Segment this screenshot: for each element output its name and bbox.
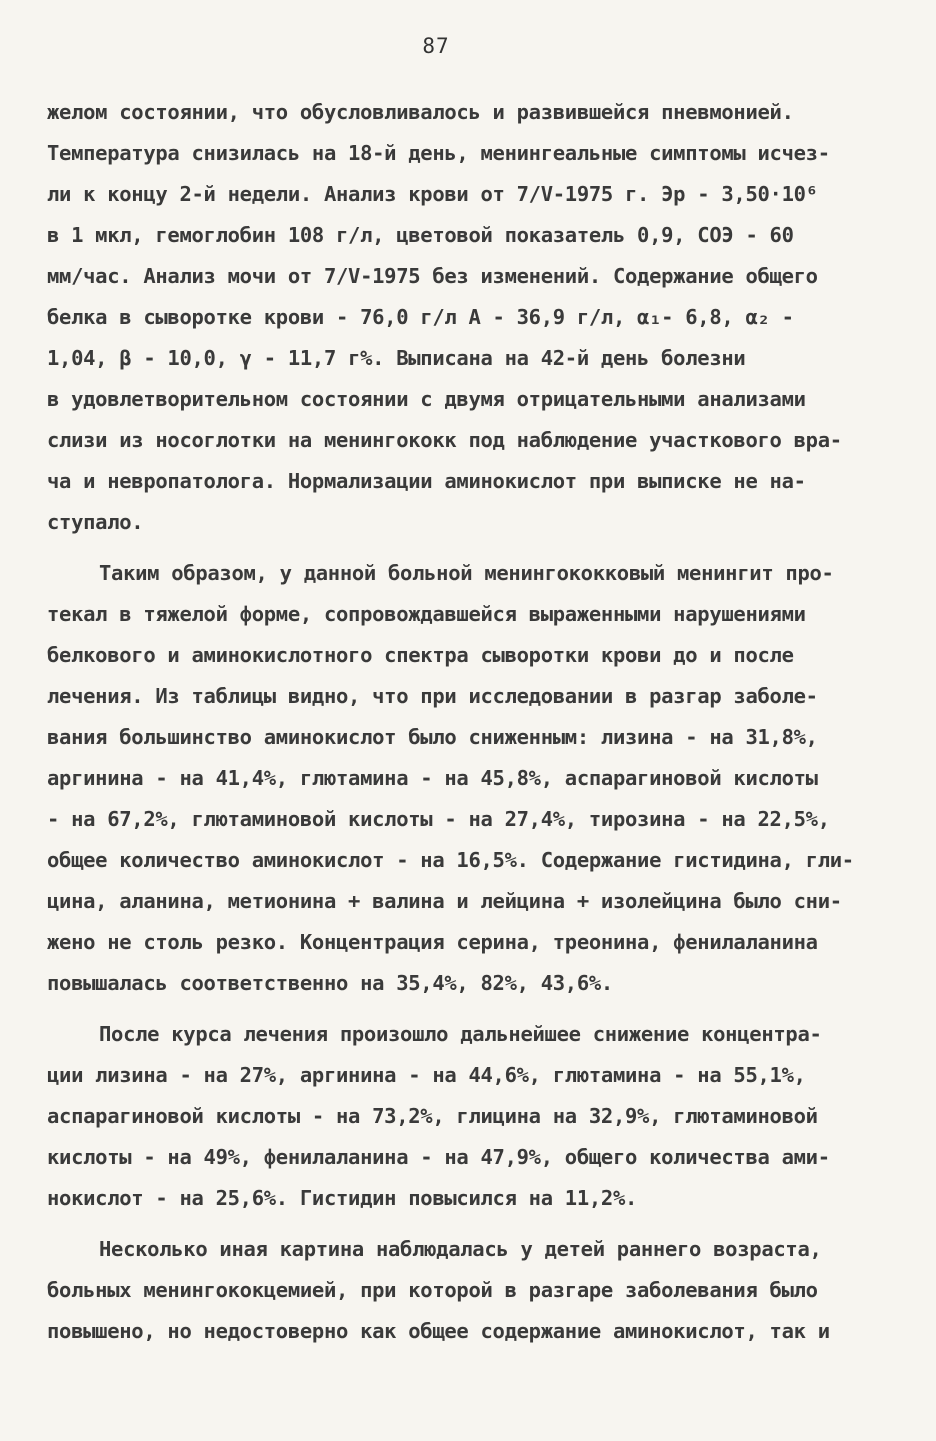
- text-line: аспарагиновой кислоты - на 73,2%, глицина на 32,9%, глютаминовой: [47, 1104, 818, 1128]
- text-line: лечения. Из таблицы видно, что при исследовании в разгар заболе-: [47, 684, 818, 708]
- text-line: жено не столь резко. Концентрация серина, треонина, фенилаланина: [47, 930, 818, 954]
- text-line: нокислот - на 25,6%. Гистидин повысился на 11,2%.: [47, 1186, 638, 1210]
- text-line: больных менингококцемией, при которой в разгаре заболевания было: [47, 1278, 818, 1302]
- paragraph-gap: [47, 1219, 887, 1229]
- text-line: ча и невропатолога. Нормализации аминокислот при выписке не на-: [47, 469, 806, 493]
- page-number: 87: [422, 34, 450, 58]
- text-line: Таким образом, у данной больной менингококковый менингит про-: [99, 561, 834, 585]
- text-line: Несколько иная картина наблюдалась у детей раннего возраста,: [99, 1237, 822, 1261]
- paragraph: [47, 1229, 887, 1352]
- text-line: желом состоянии, что обусловливалось и развившейся пневмонией.: [47, 100, 794, 124]
- text-body: [47, 92, 887, 1352]
- text-line: слизи из носоглотки на менингококк под наблюдение участкового вра-: [47, 428, 842, 452]
- paragraph: [47, 92, 887, 543]
- text-line: в 1 мкл, гемоглобин 108 г/л, цветовой показатель 0,9, СОЭ - 60: [47, 223, 794, 247]
- text-line: Температура снизилась на 18-й день, менингеальные симптомы исчез-: [47, 141, 830, 165]
- text-line: ступало.: [47, 510, 144, 534]
- text-line: повышалась соответственно на 35,4%, 82%, 43,6%.: [47, 971, 613, 995]
- paragraph: [47, 553, 887, 1004]
- text-line: ли к концу 2-й недели. Анализ крови от 7/V-1975 г. Эр - 3,50·10⁶: [47, 182, 818, 206]
- text-line: - на 67,2%, глютаминовой кислоты - на 27,4%, тирозина - на 22,5%,: [47, 807, 830, 831]
- text-line: кислоты - на 49%, фенилаланина - на 47,9%, общего количества ами-: [47, 1145, 830, 1169]
- paragraph-gap: [47, 543, 887, 553]
- paragraph: [47, 1014, 887, 1219]
- text-line: текал в тяжелой форме, сопровождавшейся выраженными нарушениями: [47, 602, 806, 626]
- text-line: белка в сыворотке крови - 76,0 г/л А - 36,9 г/л, α₁- 6,8, α₂ -: [47, 305, 794, 329]
- paragraph-gap: [47, 1004, 887, 1014]
- text-line: в удовлетворительном состоянии с двумя отрицательными анализами: [47, 387, 806, 411]
- text-line: повышено, но недостоверно как общее содержание аминокислот, так и: [47, 1319, 830, 1343]
- text-line: общее количество аминокислот - на 16,5%. Содержание гистидина, гли-: [47, 848, 854, 872]
- text-line: вания большинство аминокислот было сниженным: лизина - на 31,8%,: [47, 725, 818, 749]
- text-line: мм/час. Анализ мочи от 7/V-1975 без изменений. Содержание общего: [47, 264, 818, 288]
- text-line: белкового и аминокислотного спектра сыворотки крови до и после: [47, 643, 794, 667]
- text-line: 1,04, β - 10,0, γ - 11,7 г%. Выписана на 42-й день болезни: [47, 346, 746, 370]
- text-line: аргинина - на 41,4%, глютамина - на 45,8%, аспарагиновой кислоты: [47, 766, 818, 790]
- text-line: После курса лечения произошло дальнейшее снижение концентра-: [99, 1022, 822, 1046]
- text-line: цина, аланина, метионина + валина и лейцина + изолейцина было сни-: [47, 889, 842, 913]
- text-line: ции лизина - на 27%, аргинина - на 44,6%, глютамина - на 55,1%,: [47, 1063, 806, 1087]
